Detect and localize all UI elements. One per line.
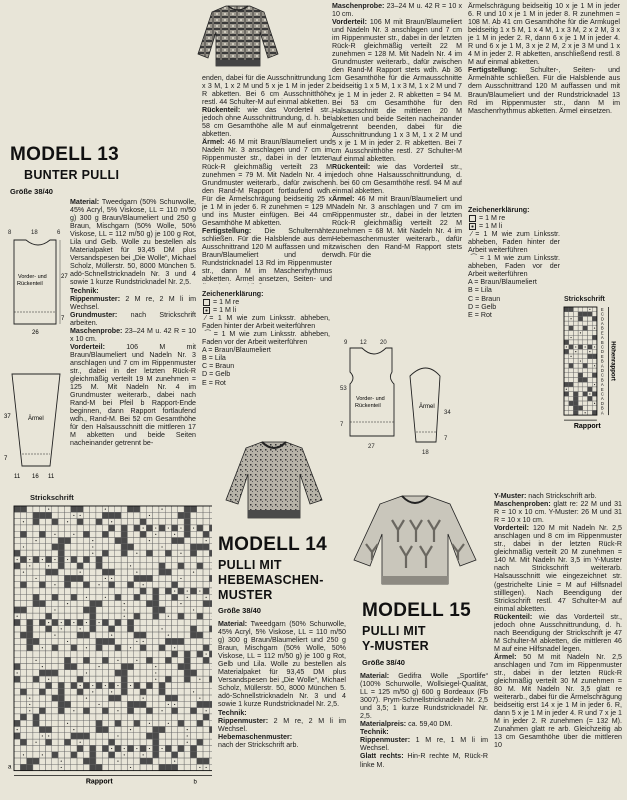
svg-text:9: 9 <box>344 340 348 346</box>
legend-modell-13 <box>202 290 330 424</box>
legend-item-1: = 1 M re <box>202 298 330 306</box>
svg-text:12: 12 <box>360 340 367 346</box>
color-c: C = Braun <box>202 362 235 371</box>
chart-color-letter: D <box>600 316 604 322</box>
color-b: B = Lila <box>202 354 226 363</box>
color-e: E = Rot <box>202 378 226 387</box>
chart-color-letter: B <box>600 405 604 411</box>
svg-text:Rückenteil: Rückenteil <box>17 281 43 287</box>
chart-color-letter: B <box>600 339 604 345</box>
legend2-item-4: ⁀ = 1 M wie zum Linksstr. abheben, Faden vor der Arbeit weiterführen <box>468 254 560 279</box>
modell-14-text-col4 <box>468 2 620 198</box>
chart-color-letter: C <box>600 391 604 397</box>
m15c-p3: Rückenteil: wie das Vorderteil str., jedoch ohne Ausschnittrundung, d. h. nach Beendigung der Strickschrift je 47 M Schulter-M abketten, die mittleren 46 M auf eine Hilfsnadel legen. <box>494 612 622 653</box>
c4-p1: Fertigstellung: Schulter-, Seiten- und Ärmelnähte schließen. Für die Halsblende aus dem Ausschnittrand 120 M auffassen und mit Braun/Blaumeliert und der Rundstricknadel 13 Rd im Rippenmuster str., dann M im Maschenrhythmus abketten. Ärmel einsetzen. <box>468 66 620 115</box>
modell-14-subtitle-2: HEBEMASCHEN- <box>218 573 324 587</box>
m15-p1: Materialpreis: ca. 59,40 DM. <box>360 720 453 729</box>
m15-p3: Rippenmuster: 1 M re, 1 M li im Wechsel. <box>360 736 488 753</box>
modell-14-title: MODELL 14 <box>218 534 327 555</box>
modell-13-text-col1 <box>70 198 196 488</box>
chart-color-letter: D <box>600 349 604 355</box>
stitch-chart-modell-13 <box>6 502 212 798</box>
svg-text:16: 16 <box>32 474 39 480</box>
dim-8: 8 <box>8 230 12 236</box>
chart-color-letter: A <box>600 363 604 369</box>
m15c-p4: Ärmel: 50 M mit Nadeln Nr. 2,5 anschlagen und 7cm im Rippenmuster str., dabei in der letzten Rück-R gleichmäßig verteilt 30 M zunehmen = 80 M. Mit Nadeln Nr. 3,5 glatt re weiterarb., dabei für die Ärmelschrägung beidseitig erst 14 x je 1 M in jeder 6. R, dann 5 x je 1 M in jeder 4. R und 7 x je 1 M in jeder 2. R zunehmen (= 132 M). Zunahmen glatt re arb. Gleichzeitig ab 13 cm Gesamthöhe über die mittleren 10 <box>494 652 622 750</box>
c3-p3: Ärmel: 46 M mit Braun/Blaumeliert und Nadeln Nr. 3 anschlagen und 7 cm im Rippenmuster str., dabei in der letzten Rück-R gleichmäßig verteilt 22 M zunehmen = 68 M. Mit Nadeln Nr. 4 im Hebemaschenmuster weiterarb., dafür zwischen den Rand-M Rapport stets wdh. Für die <box>332 195 462 260</box>
chart1-title: Strickschrift <box>30 493 74 502</box>
chart-color-letter: C <box>600 344 604 350</box>
modell-14-subtitle-1: PULLI MIT <box>218 558 282 572</box>
modell-14-size: Größe 38/40 <box>218 606 261 615</box>
legend-item-4: ⁀ = 1 M wie zum Linksstr. abheben, Faden vor der Arbeit weiterführen <box>202 330 330 347</box>
stitch-chart-modell-14 <box>562 305 624 435</box>
modell-13-title: MODELL 13 <box>10 144 119 165</box>
svg-text:Vorder- und: Vorder- und <box>356 396 385 402</box>
chart-color-letter: C <box>600 372 604 378</box>
legend-modell-14 <box>468 206 560 336</box>
modell-15-subtitle-1: PULLI MIT <box>362 624 426 638</box>
svg-text:18: 18 <box>422 450 429 456</box>
modell-15-subtitle-2: Y-MUSTER <box>362 639 429 653</box>
color2-e: E = Rot <box>468 310 492 319</box>
svg-text:26: 26 <box>32 330 39 336</box>
schematic-body-modell-13 <box>4 228 68 336</box>
chart-grid <box>564 307 597 415</box>
m13-p1: Technik: <box>70 286 99 295</box>
svg-text:7: 7 <box>61 316 65 322</box>
modell-14-text <box>218 620 346 796</box>
m13-c2-p1: Rückenteil: wie das Vorderteil str., jedoch ohne Ausschnittrundung, d. h. bei 58 cm Gesamthöhe alle M auf einmal abketten. <box>202 106 332 139</box>
m15c-p1: Maschenproben: glatt re: 22 M und 31 R = 10 x 10 cm. Y-Muster: 26 M und 31 R = 10 x 10 cm. <box>494 500 622 525</box>
dim-6: 6 <box>57 230 61 236</box>
marker-a: a <box>8 764 12 771</box>
chart-color-letter: A <box>600 382 604 388</box>
m14-p0: Material: Tweedgarn (50% Schurwolle, 45% Acryl, 5% Viskose, LL = 110 m/50 g) 300 g Braun/Blaumeliert und 250 g Braun, Mischgarn (50% Wolle, 50% Viskose, LL = 112 m/50 g) je 100 g Rot, Gelb und Lila. Wolle zu bestellen als Materialpaket für 93,45 DM plus Versandspesen bei „Die Wolle“, Michael Scholz, Müllerstr. 50, 8000 München 5. adö-Schnellstricknadeln Nr. 3 und 4 sowie 1 kurze Rundstricknadel Nr. 2,5. <box>218 620 346 709</box>
svg-text:7: 7 <box>4 456 8 462</box>
m13-c2-p3: Fertigstellung: Die Schulternähte schließen. Für die Halsblende aus dem Ausschnittrand 120 M auffassen und mit Braun/Blaumeliert und der Rundstricknadel 13 Rd im Rippenmuster str., dann M im Maschenrhythmus abketten. Ärmel ansetzen, Seiten- und <box>202 226 332 284</box>
knit-symbol-icon <box>469 215 476 222</box>
svg-text:7: 7 <box>444 436 448 442</box>
m13-p2: Rippenmuster: 2 M re, 2 M li im Wechsel. <box>70 294 196 311</box>
m13-c2-p2: Ärmel: 46 M mit Braun/Blaumeliert und Nadeln Nr. 3 anschlagen und 7 cm im Rippenmuster str., dabei in der letzten Rück-R gleichmäßig verteilt 23 M zunehmen = 79 M. Mit Nadeln Nr. 4 im Grundmuster weiterarb., dafür zwischen den Rand-M Rapport fortlaufend wdh. Für die Ärmelschrägung beidseitig 25 x je 1 M in jeder 6. R zunehmen = 129 M und ins Muster einfügen. Bei 44 cm Gesamthöhe M abketten. <box>202 138 332 227</box>
modell-15-title: MODELL 15 <box>362 600 471 621</box>
legend2-title: Zeichenerklärung: <box>468 206 530 214</box>
svg-text:Ärmel: Ärmel <box>28 416 44 422</box>
m14-p3: Hebemaschenmuster: <box>218 732 293 741</box>
svg-text:Ärmel: Ärmel <box>419 404 435 410</box>
m15c-p2: Vorderteil: 120 M mit Nadeln Nr. 2,5 anschlagen und 8 cm im Rippenmuster str., dabei in der letzten Rück-R gleichmäßig verteilt 20 M zunehmen = 140 M. Mit Nadeln Nr. 3,5 im Y-Muster nach Strickschrift weiterarb. Halsausschnitt wie eingezeichnet str. (gestrichelte Linie = M auf Hilfsnadel stilllegen). Nach Beendigung der Strickschrift restl. 47 Schulter-M auf einmal abketten. <box>494 524 622 613</box>
m15-p4: Glatt rechts: Hin-R rechte M, Rück-R linke M. <box>360 752 488 769</box>
m14-p1: Technik: <box>218 708 247 717</box>
chart-color-letter: E <box>600 330 604 336</box>
m15-p0: Material: Gedifra Wolle „Sportlife“ (100% Schurwolle, Wollsiegel-Qualität, LL = 125 m/50 g) 600 g Bordeaux (Fb 3007). Prym-Schnellstricknadeln Nr. 2,5 und 3,5; 1 kurze Rundstricknadel Nr. 2,5. <box>360 672 488 721</box>
marker-b: b <box>193 779 197 786</box>
chart-color-letter: A <box>600 396 604 402</box>
schematic-sleeve-modell-13 <box>4 368 68 490</box>
chart-color-letter: C <box>600 311 604 317</box>
chart-grid <box>14 506 212 771</box>
svg-text:11: 11 <box>48 474 55 480</box>
svg-text:Rückenteil: Rückenteil <box>355 403 381 409</box>
m14-p4: nach der Strickschrift arb. <box>218 740 299 749</box>
svg-text:20: 20 <box>380 340 387 346</box>
c3-p1: Vorderteil: 106 M mit Braun/Blaumeliert und Nadeln Nr. 3 anschlagen und 7 cm im Rippenmuster str., dabei in der letzten Rück-R gleichmäßig verteilt 22 M zunehmen = 128 M. Mit Nadeln Nr. 4 im Grundmuster weiterarb., dafür zwischen den Rand-M Rapport stets wdh. Ab 36 cm Gesamthöhe für die Armausschnitte beidseitig 1 x 5 M, 1 x 3 M, 1 x 2 M und 7 x je 1 M in jeder 2. R abketten = 94 M. Bei 53 cm Gesamthöhe für den Halsausschnitt die mittleren 20 M abketten und beide Seiten nacheinander getrennt beenden, dabei für die Ausschnittrundung 1 x 3 M, 1 x 2 M und 5 x je 1 M in jeder 2. R abketten. Bei 7 cm Ausschnitthöhe restl. 27 Schulter-M auf einmal abketten. <box>332 18 462 163</box>
legend-title: Zeichenerklärung: <box>202 290 264 298</box>
chart-color-letter: D <box>600 400 604 406</box>
chart-color-letter: E <box>600 353 604 359</box>
chart-color-letter: B <box>600 377 604 383</box>
m15-p2: Technik: <box>360 728 389 737</box>
modell-14-text-col3 <box>332 2 462 342</box>
modell-13-size: Größe 38/40 <box>10 187 53 196</box>
c3-p0: Maschenprobe: 23–24 M u. 42 R = 10 x 10 cm. <box>332 2 462 19</box>
svg-text:7: 7 <box>340 422 344 428</box>
modell-15-text-col <box>494 492 622 798</box>
sweater-photo-modell-14 <box>224 438 324 524</box>
modell-13-text-col2 <box>202 2 332 284</box>
dim-18: 18 <box>31 230 38 236</box>
m13-p4: Maschenprobe: 23–24 M u. 42 R = 10 x 10 cm. <box>70 326 196 343</box>
svg-text:37: 37 <box>4 414 11 420</box>
legend-item-2: = 1 M li <box>202 306 330 314</box>
svg-text:27: 27 <box>61 274 68 280</box>
color2-d: D = Gelb <box>468 302 497 311</box>
m13-p5: Vorderteil: 106 M mit Braun/Blaumeliert und Nadeln Nr. 3 anschlagen und 7 cm im Rippenmuster str., dabei in der letzten Rück-R gleichmäßig verteilt 19 M zunehmen = 125 M. Mit Nadeln Nr. 4 im Grundmuster weiterarb., dabei nach Rand-M bei Pfeil b Rapport-Ende beginnen, dann Rapport fortlaufend wdh., Rand-M. Bei 52 cm Gesamthöhe für den Halsausschnitt die mittleren 17 M abketten und beide Seiten nacheinander getrennt be- <box>70 342 196 448</box>
rapport-label: Rapport <box>573 423 601 431</box>
c4-p0: Ärmelschrägung beidseitig 10 x je 1 M in jeder 6. R und 10 x je 1 M in jeder 8. R zunehmen = 108 M. Ab 41 cm Gesamthöhe für die Armkugel beidseitig 1 x 5 M, 1 x 4 M, 1 x 3 M, 2 x 2 M, 3 x je 1 M in jeder 2. R, dann 6 x je 1 M in jeder 4. R und 6 x je 1 M, 3 x je 2 M, 2 x je 3 M und 1 x 4 M in jeder 2. R abketten, anschließend restl. 8 M auf einmal abketten. <box>468 2 620 67</box>
rapport-label: Rapport <box>85 778 113 786</box>
chart-color-letter: D <box>600 368 604 373</box>
chart-color-letter: E <box>600 386 604 392</box>
m13-c2-p0: enden, dabei für die Ausschnittrundung 1 x 3 M, 1 x 2 M und 5 x je 1 M in jeder 2. R abketten. Bei 6 cm Ausschnitthöhe restl. 44 Schulter-M auf einmal abketten. <box>202 74 332 107</box>
chart-color-letter: B <box>600 325 604 331</box>
m13-p0: Material: Tweedgarn (50% Schurwolle, 45% Acryl, 5% Viskose, LL = 110 m/50 g) 300 g Braun/Blaumeliert und 250 g Braun, Mischgarn (50% Wolle, 50% Viskose, LL = 112 m/50 g) je 100 g Rot, Lila und Gelb. Wolle zu bestellen als Materialpaket für 93,45 DM plus Versandspesen bei „Die Wolle“, Michael Scholz, Müllerstr. 50, 8000 München 5. adö-Schnellstricknadeln Nr. 3 und 4 sowie 1 kurze Rundstricknadel Nr. 2,5. <box>70 198 196 287</box>
svg-text:Vorder- und: Vorder- und <box>18 274 47 280</box>
m13-p3: Grundmuster: nach Strickschrift arbeiten. <box>70 310 196 327</box>
chart2-title: Strickschrift <box>564 296 605 303</box>
purl-symbol-icon <box>469 223 476 230</box>
legend2-item-1: = 1 M re <box>468 214 560 222</box>
svg-text:27: 27 <box>368 444 375 450</box>
chart-color-letter: B <box>600 358 604 364</box>
modell-15-size: Größe 38/40 <box>362 658 405 667</box>
schematic-modell-14 <box>340 336 466 466</box>
svg-text:53: 53 <box>340 386 347 392</box>
hoehenrapport-label: Höhenrapport <box>609 341 616 381</box>
modell-14-subtitle-3: MUSTER <box>218 588 273 602</box>
knit-symbol-icon <box>203 299 210 306</box>
modell-13-subtitle: BUNTER PULLI <box>24 168 120 182</box>
chart-color-letter: A <box>600 321 604 326</box>
svg-text:11: 11 <box>14 474 21 480</box>
chart-color-letter: E <box>600 306 604 312</box>
color2-b: B = Lila <box>468 286 492 295</box>
m14-p2: Rippenmuster: 2 M re, 2 M li im Wechsel. <box>218 716 346 733</box>
chart-color-letter: A <box>600 410 604 416</box>
purl-symbol-icon <box>203 307 210 314</box>
sweater-photo-modell-15 <box>350 490 480 590</box>
color2-c: C = Braun <box>468 294 501 303</box>
svg-text:34: 34 <box>444 410 451 416</box>
modell-15-text <box>360 672 488 798</box>
legend2-item-2: = 1 M li <box>468 222 560 230</box>
color-a: A = Braun/Blaumeliert <box>202 346 271 355</box>
c3-p2: Rückenteil: wie das Vorderteil str., jedoch ohne Halsausschnittrundung, d. h. bei 60 cm Gesamthöhe restl. 94 M auf einmal abketten. <box>332 162 462 196</box>
legend-item-3: ⁄ = 1 M wie zum Linksstr. abheben, Faden hinter der Arbeit weiterführen <box>202 314 330 331</box>
m15c-p0: Y-Muster: nach Strickschrift arb. <box>494 492 597 500</box>
legend2-item-3: ⁄ = 1 M wie zum Linksstr. abheben, Faden hinter der Arbeit weiterführen <box>468 230 560 255</box>
color2-a: A = Braun/Blaumeliert <box>468 278 537 287</box>
color-d: D = Gelb <box>202 370 231 379</box>
chart-color-letter: A <box>600 335 604 341</box>
